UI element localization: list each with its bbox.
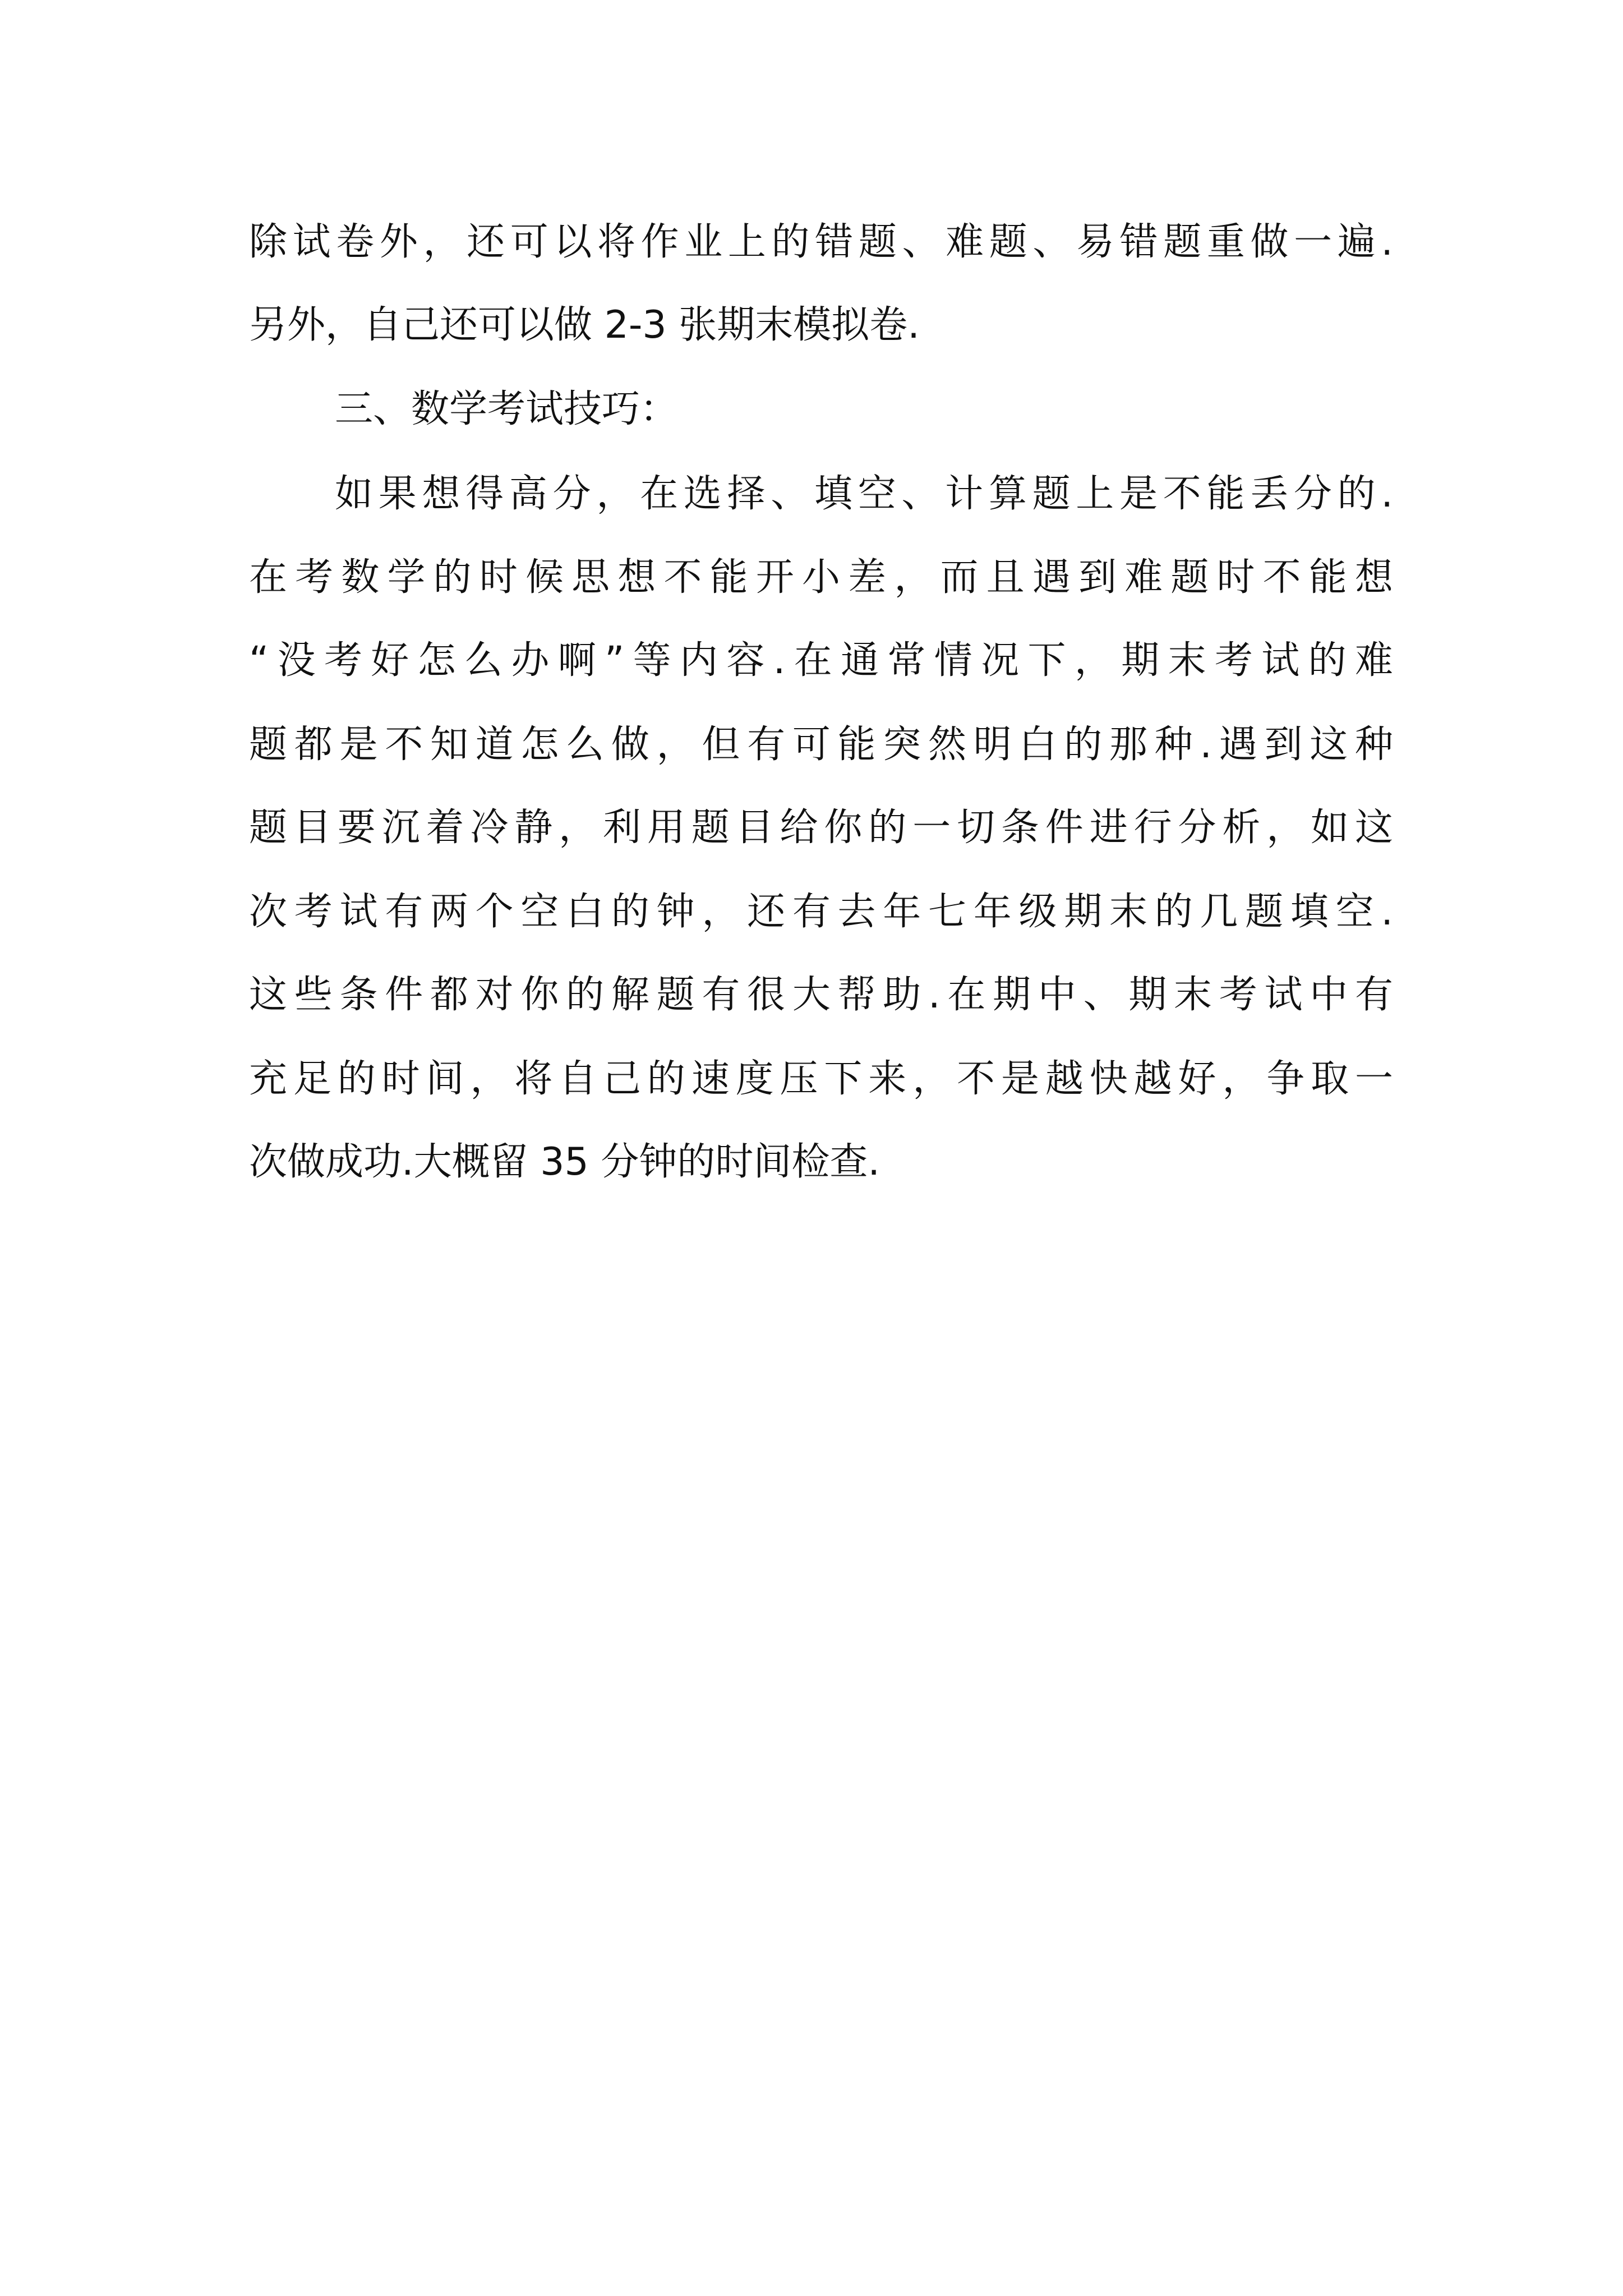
text-line-10: 这些条件都对你的解题有很大帮助.在期中、期末考试中有 xyxy=(249,973,1393,1017)
text-line-1: 除试卷外，还可以将作业上的错题、难题、易错题重做一遍. xyxy=(249,220,1393,264)
text-line-6: “没考好怎么办啊”等内容.在通常情况下，期末考试的难 xyxy=(249,638,1393,683)
section-heading: 三、数学考试技巧： xyxy=(335,387,679,431)
text-line-12: 次做成功.大概留 35 分钟的时间检查. xyxy=(249,1140,880,1184)
text-line-4: 如果想得高分，在选择、填空、计算题上是不能丢分的. xyxy=(335,472,1393,516)
text-line-5: 在考数学的时候思想不能开小差，而且遇到难题时不能想 xyxy=(249,555,1393,600)
text-line-7: 题都是不知道怎么做，但有可能突然明白的那种.遇到这种 xyxy=(249,723,1393,767)
text-line-9: 次考试有两个空白的钟，还有去年七年级期末的几题填空. xyxy=(249,890,1393,934)
text-line-11: 充足的时间，将自己的速度压下来，不是越快越好，争取一 xyxy=(249,1057,1393,1101)
text-line-8: 题目要沉着冷静，利用题目给你的一切条件进行分析，如这 xyxy=(249,806,1393,850)
text-line-2: 另外，自己还可以做 2-3 张期末模拟卷. xyxy=(249,303,920,347)
